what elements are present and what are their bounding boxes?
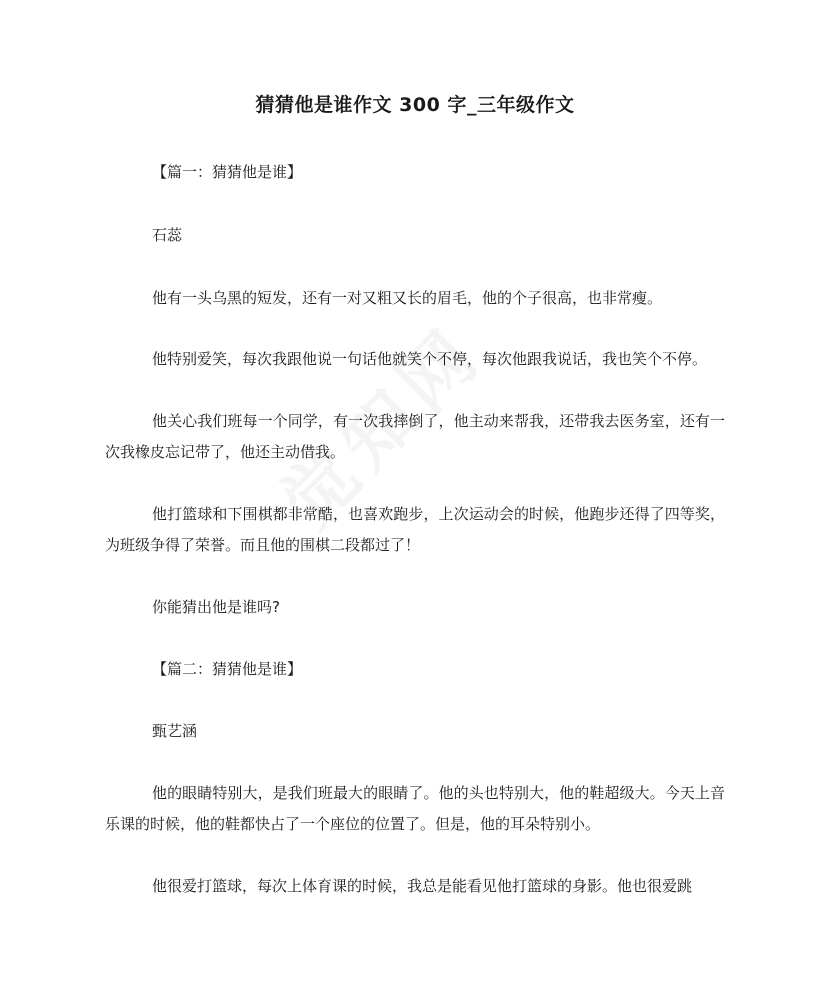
paragraph: 他打篮球和下围棋都非常酷，也喜欢跑步，上次运动会的时候，他跑步还得了四等奖，为班级争得了荣誉。而且他的围棋二段都过了！ — [105, 505, 725, 554]
paragraph: 他的眼睛特别大，是我们班最大的眼睛了。他的头也特别大，他的鞋超级大。今天上音乐课的时候，他的鞋都快占了一个座位的位置了。但是，他的耳朵特别小。 — [105, 784, 725, 833]
paragraph: 他关心我们班每一个同学，有一次我摔倒了，他主动来帮我，还带我去医务室，还有一次我橡皮忘记带了，他还主动借我。 — [105, 412, 725, 461]
section-heading: 【篇一：猜猜他是谁】 — [152, 163, 303, 181]
author-name: 石蕊 — [152, 226, 183, 244]
paragraph: 你能猜出他是谁吗? — [152, 598, 280, 616]
author-name: 甄艺涵 — [152, 722, 198, 740]
paragraph: 他特别爱笑，每次我跟他说一句话他就笑个不停，每次他跟我说话，我也笑个不停。 — [152, 350, 708, 368]
paragraph: 他很爱打篮球，每次上体育课的时候，我总是能看见他打篮球的身影。他也很爱跳 — [152, 877, 693, 895]
paragraph: 他有一头乌黑的短发，还有一对又粗又长的眉毛，他的个子很高，也非常瘦。 — [152, 289, 663, 307]
section-heading: 【篇二：猜猜他是谁】 — [152, 660, 303, 678]
document-title: 猜猜他是谁作文 300 字_三年级作文 — [255, 94, 575, 116]
